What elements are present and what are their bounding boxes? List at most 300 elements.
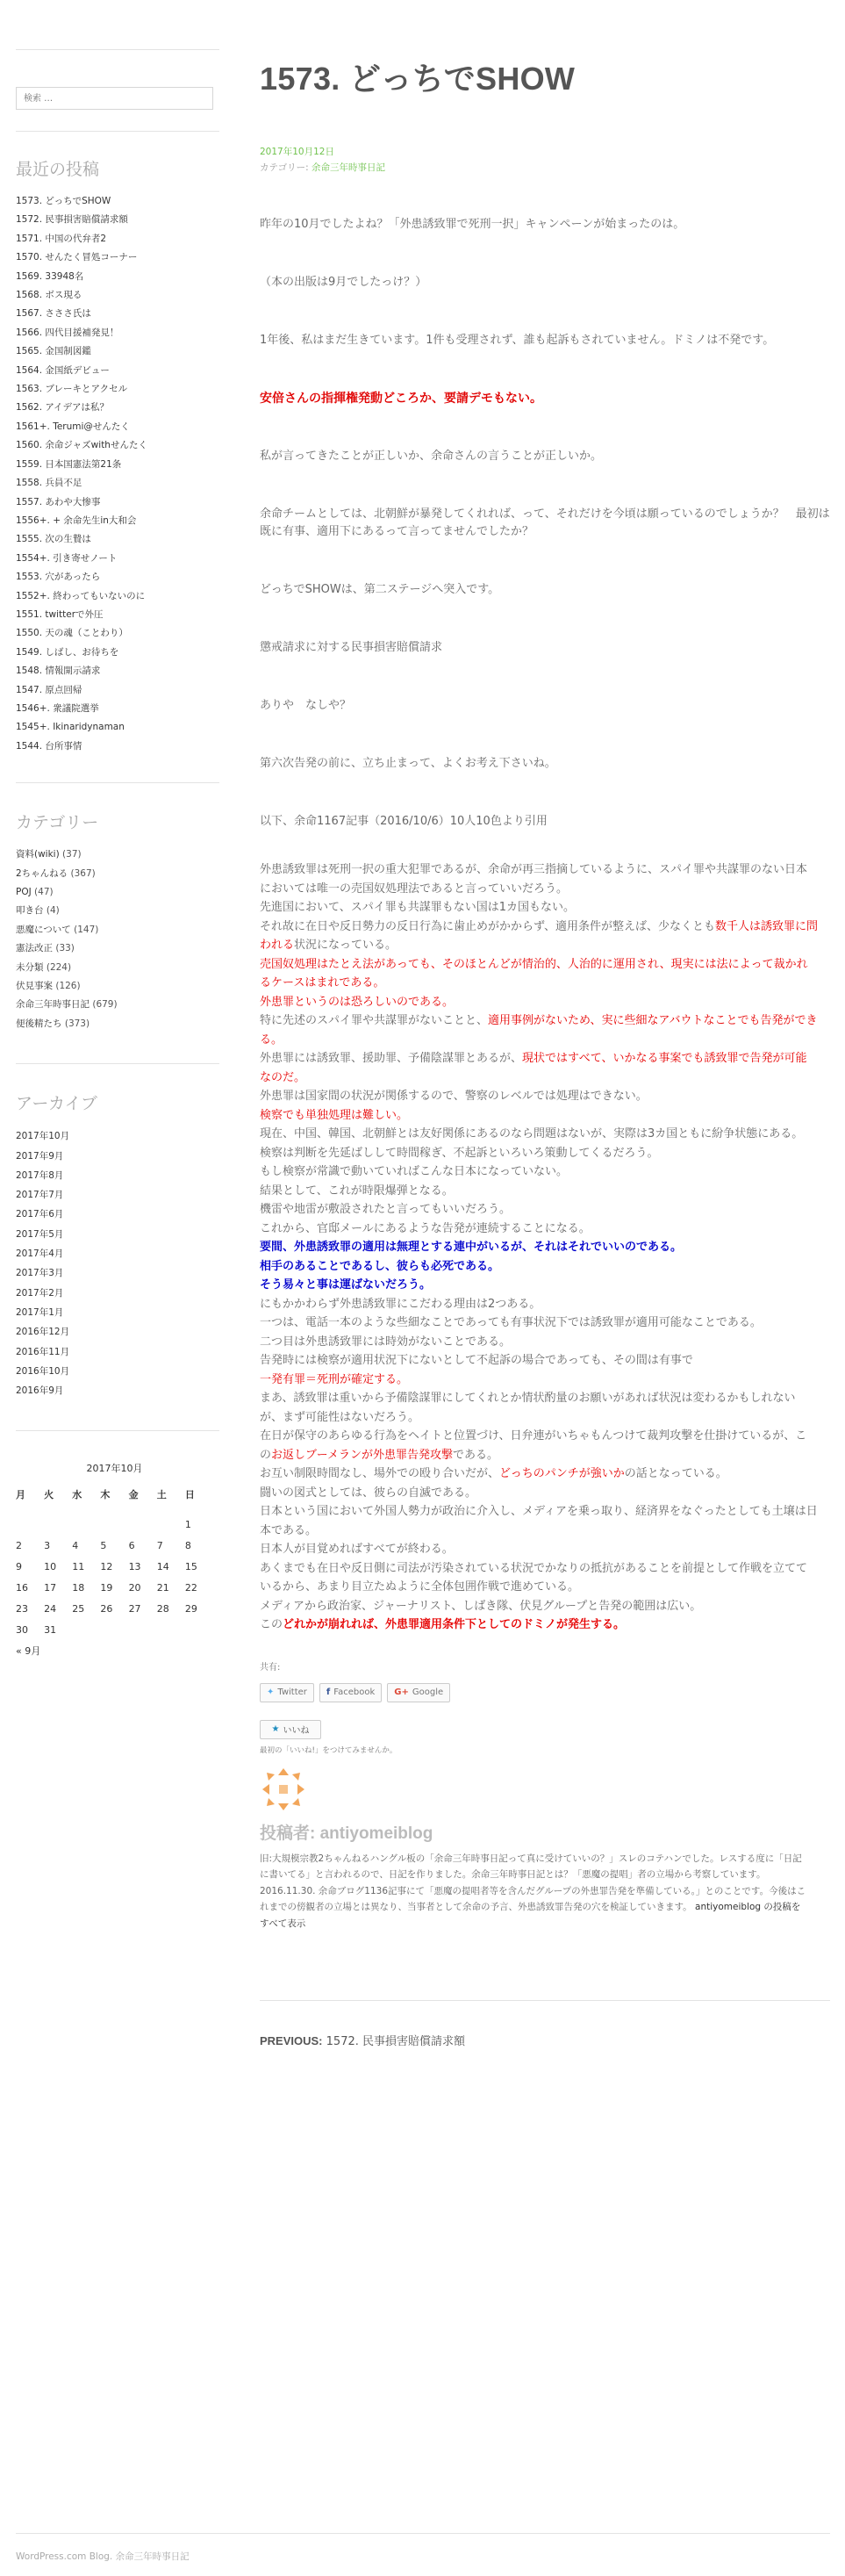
recent-post-item (16, 324, 219, 342)
quote-line (260, 1049, 818, 1087)
archive-item (16, 1284, 219, 1303)
category-count: (4) (46, 905, 60, 917)
calendar-day: 9 (16, 1560, 22, 1572)
like-label: いいね (283, 1726, 310, 1736)
calendar-day: 26 (100, 1602, 113, 1615)
recent-post-link[interactable]: 1548. 情報開示請求 (16, 666, 101, 677)
quote-line (260, 1144, 818, 1163)
author-posts-link[interactable]: antiyomeiblog の投稿をすべて表示 (260, 1902, 801, 1929)
calendar-day: 27 (128, 1602, 141, 1615)
recent-post-item (16, 530, 219, 549)
quote-line (260, 1540, 818, 1559)
calendar-week (16, 1556, 213, 1577)
quote-text: これから、官邸メールにあるような告発が連続することになる。 (260, 1221, 591, 1235)
calendar-week (16, 1619, 213, 1640)
recent-post-item (16, 644, 219, 662)
calendar-weekday: 水 (72, 1489, 82, 1501)
archive-link[interactable]: 2017年10月 (16, 1131, 70, 1142)
archive-item (16, 1342, 219, 1362)
calendar-weekday: 金 (128, 1489, 139, 1501)
recent-post-item (16, 380, 219, 399)
category-item-link[interactable]: 未分類 (16, 961, 44, 973)
post-paragraph: （本の出版は9月でしたっけ？） (260, 276, 427, 289)
quote-text: もし検察が常識で動いていればこんな日本になっていない。 (260, 1165, 569, 1178)
recent-post-link[interactable]: 1553. 穴があったら (16, 572, 101, 583)
previous-post-link[interactable]: 1572. 民事損害賠償請求額 (326, 2035, 466, 2049)
calendar-day (157, 1514, 185, 1535)
wordpress-link[interactable]: WordPress.com Blog. (16, 2551, 113, 2562)
recent-post-link[interactable]: 1569. 33948名 (16, 270, 84, 282)
archive-link[interactable]: 2017年6月 (16, 1209, 64, 1220)
quote-line (260, 1597, 818, 1616)
archive-link[interactable]: 2017年3月 (16, 1268, 64, 1279)
calendar-day: 23 (16, 1602, 28, 1615)
post-category-line (260, 161, 830, 174)
category-item (16, 902, 219, 920)
quote-line (260, 917, 818, 955)
archive-link[interactable]: 2017年4月 (16, 1248, 64, 1260)
category-count: (367) (70, 867, 96, 879)
recent-post-item (16, 568, 219, 586)
recent-post-link[interactable]: 1565. 金国制図鑑 (16, 346, 91, 357)
recent-post-item (16, 662, 219, 680)
recent-post-item (16, 738, 219, 756)
quote-text: の話となっている。 (624, 1467, 727, 1480)
calendar-day (129, 1514, 157, 1535)
post-paragraph: 安倍さんの指揮権発動どころか、要請デモもない。 (260, 392, 542, 406)
calendar-day: 31 (44, 1623, 57, 1636)
archive-link[interactable]: 2017年8月 (16, 1169, 64, 1181)
recent-post-link[interactable]: 1561+. Terumi@せんたく (16, 421, 130, 432)
quote-highlight: 相手のあることであるし、彼らも必死である。 (260, 1259, 500, 1273)
archive-item (16, 1205, 219, 1224)
paragraph-gap (260, 407, 830, 448)
archive-link[interactable]: 2017年7月 (16, 1190, 64, 1201)
quote-line (260, 1313, 818, 1333)
footer-site-link[interactable]: 余命三年時事日記 (115, 2551, 190, 2562)
quote-line (260, 1220, 818, 1239)
category-item-link[interactable]: 資料(wiki) (16, 849, 60, 860)
calendar-weekday: 火 (44, 1489, 54, 1501)
share-twitter-button[interactable] (260, 1683, 314, 1702)
calendar-day: 29 (184, 1602, 197, 1615)
post-paragraph: 昨年の10月でしたよね？「外患誘致罪で死刑一択」キャンペーンが始まったのは。 (260, 218, 685, 231)
calendar-day: 13 (128, 1560, 141, 1572)
category-item (16, 959, 219, 977)
archives-title: アーカイブ (16, 1095, 97, 1114)
calendar-weekday: 土 (156, 1489, 167, 1501)
quote-line (260, 1484, 818, 1503)
category-item (16, 1015, 219, 1033)
quote-text: まあ、誘致罪は重いから予備陰謀罪にしてくれとか情状酌量のお願いがあれば状況は変わるかもしれないが、まず可能性はないだろう。 (260, 1392, 796, 1424)
calendar-day: 18 (72, 1581, 85, 1594)
post-title: 1573. どっちでSHOW (260, 61, 576, 97)
recent-post-link[interactable]: 1563. ブレーキとアクセル (16, 384, 128, 395)
quote-text: お互い制限時間なし、場外での殴り合いだが、 (260, 1467, 500, 1480)
quote-text: 闘いの図式としては、彼らの自滅である。 (260, 1486, 477, 1500)
author-bio-text: 旧:大規模宗教2ちゃんねるハングル板の「余命三年時事日記って真に受けていいの？」スレのコテハンでした。レスする度に「日記に書いてる」と言われるので、日記を作りました。余命三年時事日記とは？「悪魔の提唱」者の立場から考察しています。2016.11.30. 余命ブログ1136記事にて「悪魔の提唱者等を含んだグループの外患罪告発を準備している。」とのことです。今後はこれまでの傍観者の立場とは異なり、当事者として余命の予言、外患誘致罪告発の穴を検証していきます。 (260, 1853, 806, 1913)
recent-post-link[interactable]: 1571. 中国の代弁者2 (16, 233, 107, 244)
calendar (16, 1461, 213, 1658)
calendar-day: 5 (100, 1539, 107, 1551)
archive-item (16, 1244, 219, 1263)
quote-highlight: 要間、外患誘致罪の適用は無理とする連中がいるが、それはそれでいいのである。 (260, 1241, 683, 1254)
like-button[interactable] (260, 1720, 321, 1739)
quote-text: 二つ目は外患誘致罪には時効がないことである。 (260, 1335, 512, 1349)
recent-post-item (16, 230, 219, 248)
recent-post-item (16, 286, 219, 305)
quote-text: である。 (452, 1448, 498, 1462)
quote-highlight: 一発有罪＝死刑が確定する。 (260, 1372, 409, 1386)
quote-highlight: どっちのパンチが強いか (499, 1467, 625, 1480)
quote-line (260, 1427, 818, 1464)
quote-text: メディアから政治家、ジャーナリスト、しばき隊、伏見グループと告発の範囲は広い。 (260, 1599, 702, 1613)
author-avatar (260, 1766, 307, 1813)
paragraph-gap (260, 349, 830, 390)
paragraph-gap (260, 773, 830, 813)
archive-link[interactable]: 2016年12月 (16, 1327, 70, 1338)
calendar-week (16, 1577, 213, 1598)
calendar-weekday: 月 (16, 1489, 25, 1501)
calendar-day (44, 1514, 72, 1535)
archive-link[interactable]: 2016年11月 (16, 1346, 70, 1357)
quote-text: 検察は判断を先延ばしして時間稼ぎ、不起訴といろいろ策動してくるだろう。 (260, 1146, 659, 1160)
recent-post-item (16, 456, 219, 474)
calendar-day: 2 (16, 1539, 22, 1551)
post-nav-divider (260, 2000, 830, 2001)
category-count: (47) (34, 887, 54, 897)
quote-highlight: お返しブーメランが外患罪告発攻撃 (271, 1448, 453, 1462)
category-count: (37) (62, 849, 82, 860)
quote-line (260, 1295, 818, 1314)
calendar-day: 4 (72, 1539, 79, 1551)
recent-posts-title: 最近の投稿 (16, 161, 100, 179)
share-twitter-label: Twitter (277, 1687, 307, 1697)
footer-divider (16, 2533, 830, 2534)
recent-post-item (16, 342, 219, 361)
recent-post-item (16, 436, 219, 455)
archive-link[interactable]: 2016年10月 (16, 1365, 70, 1377)
quote-text: 先進国において、スパイ罪も共謀罪もない国は1カ国もない。 (260, 901, 576, 914)
recent-post-link[interactable]: 1573. どっちでSHOW (16, 196, 111, 206)
category-item-link[interactable]: 伏見事案 (16, 981, 53, 992)
sidebar-top-rule (16, 49, 219, 50)
recent-post-link[interactable]: 1546+. 衆議院選挙 (16, 702, 99, 714)
archive-link[interactable]: 2017年9月 (16, 1150, 64, 1162)
recent-post-item (16, 305, 219, 323)
quote-line (260, 1125, 818, 1144)
quote-highlight: 現状ではすべて、いかなる事案でも誘致罪で告発が可能なのだ。 (260, 1052, 807, 1084)
category-count: (679) (92, 999, 118, 1011)
calendar-day: 22 (184, 1581, 197, 1594)
paragraph-gap (260, 465, 830, 506)
category-link[interactable]: 余命三年時事日記 (311, 162, 385, 173)
calendar-day (100, 1619, 128, 1640)
archive-link[interactable]: 2016年9月 (16, 1385, 64, 1397)
category-label: カテゴリー: (260, 162, 312, 173)
widget-divider (16, 131, 219, 132)
recent-post-item (16, 248, 219, 267)
share-google-button[interactable] (387, 1683, 450, 1702)
category-count: (126) (55, 981, 81, 992)
quote-highlight: 検察でも単独処理は難しい。 (260, 1108, 409, 1122)
calendar-day: 10 (44, 1560, 57, 1572)
category-item (16, 865, 219, 883)
calendar-day: 28 (156, 1602, 169, 1615)
archive-link[interactable]: 2017年2月 (16, 1287, 64, 1299)
calendar-weekday: 木 (100, 1489, 111, 1501)
archive-link[interactable]: 2017年5月 (16, 1228, 64, 1240)
calendar-day: 6 (128, 1539, 135, 1551)
quote-line (260, 1502, 818, 1540)
share-buttons (260, 1683, 830, 1702)
category-item-link[interactable]: 悪魔について (16, 924, 71, 935)
calendar-day: 16 (16, 1581, 28, 1594)
search-input[interactable] (16, 87, 213, 110)
recent-post-link[interactable]: 1550. 天の魂（ことわり） (16, 628, 128, 639)
quote-text: 機雷や地雷が敷設されたと言ってもいいだろう。 (260, 1203, 512, 1216)
calendar-day: 12 (100, 1560, 113, 1572)
footer-credit (16, 2550, 830, 2563)
calendar-week (16, 1514, 213, 1535)
paragraph-gap (260, 657, 830, 697)
archive-item (16, 1147, 219, 1166)
recent-post-link[interactable]: 1544. 台所事情 (16, 740, 82, 752)
widget-divider (16, 782, 219, 783)
recent-post-link[interactable]: 1556+. + 余命先生in大和会 (16, 514, 137, 526)
sidebar (16, 0, 219, 1658)
quote-text: 在日が保守のあらゆる行為をヘイトと位置づけ、日弁連がいちゃもんつけて裁判攻撃を仕掛けているが、この (260, 1429, 807, 1462)
paragraph-gap (260, 234, 830, 274)
archive-item (16, 1166, 219, 1185)
post-date[interactable]: 2017年10月12日 (260, 147, 334, 157)
calendar-table (16, 1487, 213, 1640)
calendar-day (129, 1619, 157, 1640)
quote-line (260, 1389, 818, 1427)
previous-label: PREVIOUS: (260, 2034, 323, 2048)
calendar-day: 15 (184, 1560, 197, 1572)
quote-line (260, 1351, 818, 1371)
paragraph-gap (260, 599, 830, 639)
recent-post-link[interactable]: 1562. アイデアは私？ (16, 402, 109, 414)
share-label: 共有: (260, 1662, 281, 1673)
recent-post-item (16, 192, 219, 211)
post-paragraph: 第六次告発の前に、立ち止まって、よくお考え下さいね。 (260, 757, 556, 770)
star-icon: ★ (271, 1724, 280, 1734)
quote-line (260, 1106, 818, 1126)
archive-item (16, 1126, 219, 1146)
recent-post-link[interactable]: 1545+. Ikinaridynaman (16, 722, 125, 733)
recent-post-link[interactable]: 1570. せんたく冒処コーナー (16, 252, 138, 263)
quote-line (260, 1087, 818, 1106)
recent-post-link[interactable]: 1552+. 終わってもいないのに (16, 590, 146, 601)
quote-text: にもかかわらず外患誘致罪にこだわる理由は2つある。 (260, 1297, 541, 1311)
recent-post-item (16, 624, 219, 643)
archive-item (16, 1381, 219, 1400)
category-item-link[interactable]: 憲法改正 (16, 943, 53, 954)
calendar-prev-link[interactable]: « 9月 (16, 1645, 41, 1658)
calendar-week (16, 1535, 213, 1556)
recent-post-item (16, 474, 219, 493)
quote-text: 外患誘致罪は死刑一択の重大犯罪であるが、余命が再三指摘しているように、スパイ罪や共謀罪のない日本においては唯一の売国奴処理法であると言っていいだろう。 (260, 863, 808, 896)
quote-line (260, 1615, 818, 1635)
quote-text: 日本という国において外国人勢力が政治に介入し、メディアを乗っ取り、経済界をなぐったとしても土壌は日本である。 (260, 1505, 818, 1537)
post-body (260, 216, 830, 831)
quote-line (260, 955, 818, 993)
category-item (16, 883, 219, 902)
post-paragraph: 1年後、私はまだ生きています。1件も受理されず、誰も起訴もされていません。ドミノは不発です。 (260, 334, 775, 347)
quote-text: 外患罪は国家間の状況が関係するので、警察のレベルでは処理はできない。 (260, 1090, 648, 1103)
recent-post-link[interactable]: 1566. 四代目援補発見！ (16, 327, 119, 338)
paragraph-gap (260, 715, 830, 755)
quote-text: 告発時には検察が適用状況下にないとして不起訴の場合であっても、その間は有事で (260, 1354, 693, 1367)
quote-text: 現在、中国、韓国、北朝鮮とは友好関係にあるのなら問題はないが、実際は3カ国ともに紛争状態にある。 (260, 1127, 804, 1140)
category-count: (33) (55, 943, 75, 954)
calendar-day: 1 (184, 1518, 191, 1530)
google-plus-icon: G+ (394, 1687, 409, 1697)
calendar-day: 24 (44, 1602, 57, 1615)
calendar-day: 7 (156, 1539, 163, 1551)
quote-line (260, 860, 818, 898)
recent-post-item (16, 399, 219, 417)
recent-post-item (16, 268, 219, 286)
calendar-day (72, 1619, 100, 1640)
quote-line (260, 1559, 818, 1597)
calendar-day (185, 1619, 213, 1640)
quote-highlight: 売国奴処理はたとえ法があっても、そのほとんどが情治的、人治的に運用され、現実には法によって裁かれるケースはまれである。 (260, 957, 808, 989)
post-paragraph: 以下、余命1167記事（2016/10/6）10人10色より引用 (260, 815, 548, 828)
archive-item (16, 1263, 219, 1283)
quote-line (260, 1182, 818, 1201)
recent-post-link[interactable]: 1547. 原点回帰 (16, 684, 82, 695)
quote-highlight: 数千人は誘致罪に問われる (260, 919, 818, 952)
main-content (260, 0, 830, 2048)
share-google-label: Google (412, 1687, 444, 1697)
archives-list (16, 1126, 219, 1400)
quote-highlight: 外患罪というのは恐ろしいのである。 (260, 995, 455, 1009)
twitter-icon: ✦ (267, 1687, 275, 1697)
category-item-link[interactable]: 叩き台 (16, 905, 44, 917)
category-item (16, 845, 219, 864)
recent-post-link[interactable]: 1567. さささ氏は (16, 308, 91, 320)
widget-divider (16, 1430, 219, 1431)
paragraph-gap (260, 291, 830, 332)
recent-post-item (16, 681, 219, 700)
recent-post-link[interactable]: 1558. 兵員不足 (16, 478, 82, 489)
quote-line (260, 1162, 818, 1182)
calendar-day: 19 (100, 1581, 113, 1594)
widget-divider (16, 1063, 219, 1064)
category-item-link[interactable]: 余命三年時事日記 (16, 999, 90, 1011)
category-item (16, 921, 219, 939)
category-item (16, 996, 219, 1014)
archive-item (16, 1362, 219, 1381)
calendar-week (16, 1598, 213, 1619)
recent-post-item (16, 493, 219, 512)
post-navigation (260, 2032, 830, 2048)
quote-line (260, 898, 818, 917)
recent-post-link[interactable]: 1557. あわや大惨事 (16, 496, 101, 507)
calendar-day: 25 (72, 1602, 85, 1615)
category-item (16, 977, 219, 996)
recent-post-item (16, 418, 219, 436)
quote-line (260, 1011, 818, 1049)
calendar-day: 11 (72, 1560, 85, 1572)
archive-item (16, 1225, 219, 1244)
recent-post-link[interactable]: 1551. twitterで外圧 (16, 608, 104, 620)
recent-post-item (16, 362, 219, 380)
quote-line (260, 993, 818, 1012)
recent-post-link[interactable]: 1560. 余命ジャズwithせんたく (16, 440, 147, 451)
recent-post-item (16, 606, 219, 624)
calendar-day: 17 (44, 1581, 57, 1594)
quote-line (260, 1257, 818, 1277)
post-paragraph: どっちでSHOWは、第二ステージへ突入です。 (260, 583, 500, 596)
recent-post-item (16, 512, 219, 530)
category-item-link[interactable]: 2ちゃんねる (16, 867, 68, 879)
author-title: 投稿者: antiyomeiblog (260, 1824, 433, 1843)
recent-post-link[interactable]: 1568. ボス現る (16, 290, 82, 301)
recent-post-link[interactable]: 1549. しばし、お待ちを (16, 646, 119, 658)
quote-text: 特に先述のスパイ罪や共謀罪がないことと、 (260, 1014, 489, 1027)
recent-post-item (16, 211, 219, 229)
calendar-day (72, 1514, 100, 1535)
quote-text: あくまでも在日や反日側に司法が汚染されている状況でかなりの抵抗があることを前提として作戦を立てているから、あまり目立たぬように全体包囲作戦で進めている。 (260, 1561, 808, 1594)
calendar-caption: 2017年10月 (86, 1463, 143, 1475)
quote-text: 状況になっている。 (294, 939, 397, 952)
categories-title: カテゴリー (16, 814, 99, 833)
category-item (16, 939, 219, 958)
calendar-day (16, 1514, 44, 1535)
quote-line (260, 1276, 818, 1295)
share-facebook-label: Facebook (333, 1687, 376, 1697)
quote-line (260, 1464, 818, 1484)
recent-post-item (16, 550, 219, 568)
category-item-link[interactable]: 便後精たち (16, 1018, 62, 1029)
quote-text: 日本人が目覚めればすべてが終わる。 (260, 1543, 454, 1556)
calendar-day (157, 1619, 185, 1640)
recent-post-item (16, 718, 219, 737)
recent-post-link[interactable]: 1564. 金国紙デビュー (16, 364, 110, 376)
post-paragraph: 私が言ってきたことが正しいか、余命さんの言うことが正しいか。 (260, 450, 603, 463)
quote-text: 結果として、これが時限爆弾となる。 (260, 1184, 454, 1198)
recent-post-link[interactable]: 1555. 次の生贄は (16, 534, 91, 545)
calendar-day: 21 (156, 1581, 169, 1594)
quote-text: それ故に在日や反日勢力の反日行為に歯止めがかからず、適用条件が整えば、少なくとも (260, 919, 715, 933)
recent-post-item (16, 700, 219, 718)
archive-item (16, 1303, 219, 1322)
recent-post-link[interactable]: 1559. 日本国憲法第21条 (16, 458, 122, 470)
category-count: (147) (74, 924, 99, 935)
quote-line (260, 1333, 818, 1352)
category-item-link[interactable]: POJ (16, 887, 32, 897)
recent-post-item (16, 587, 219, 606)
calendar-day: 30 (16, 1623, 28, 1636)
quote-line (260, 1238, 818, 1257)
archive-item (16, 1322, 219, 1342)
quote-text: 外患罪には誘致罪、援助罪、予備陰謀罪とあるが、 (260, 1052, 523, 1065)
category-count: (373) (64, 1018, 90, 1029)
calendar-day: 3 (44, 1539, 51, 1551)
recent-post-link[interactable]: 1554+. 引き寄せノート (16, 552, 118, 564)
archive-link[interactable]: 2017年1月 (16, 1306, 64, 1318)
recent-post-link[interactable]: 1572. 民事損害賠償請求額 (16, 214, 128, 226)
calendar-day: 8 (184, 1539, 191, 1551)
share-facebook-button[interactable] (319, 1683, 382, 1702)
like-note: 最初の「いいね!」をつけてみませんか。 (260, 1745, 397, 1755)
post-paragraph: 余命チームとしては、北朝鮮が暴発してくれれば、って、それだけを今頃は願っているのでしょうか？ 最初は既に有事、適用下にあるって言ってませんでしたか？ (260, 507, 830, 538)
calendar-day: 14 (156, 1560, 169, 1572)
